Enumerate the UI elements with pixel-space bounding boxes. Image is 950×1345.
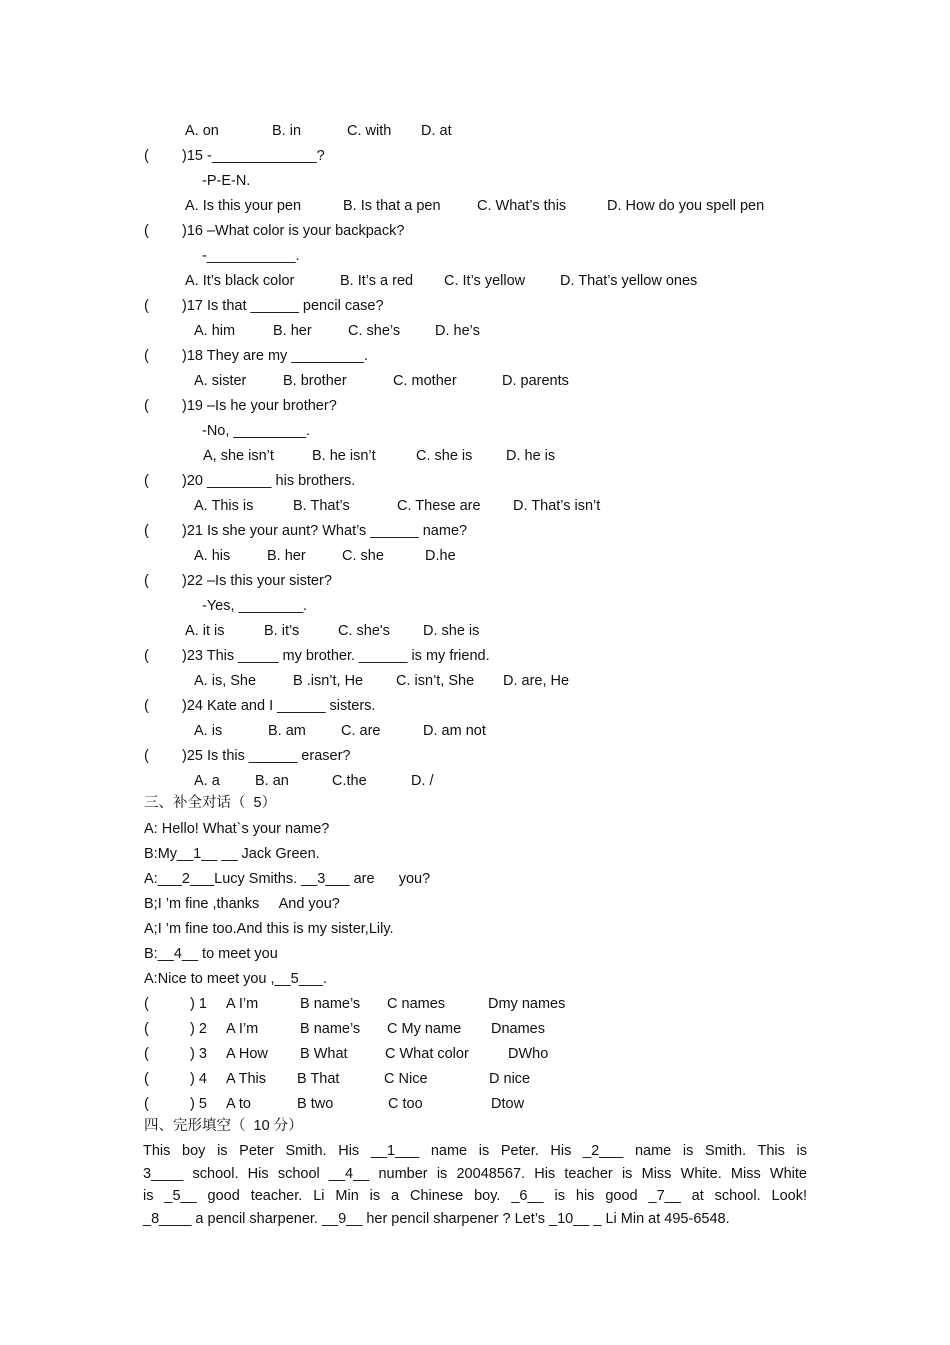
choice-option: B name’s [300,1021,361,1037]
choice-option: A I’m [226,1021,259,1037]
option-q24-a: A. is [194,723,223,739]
answer-paren-open: ( [144,523,149,539]
question-23: )23 This _____ my brother. ______ is my friend. [182,648,490,664]
choice-option: B name’s [300,996,361,1012]
answer-paren-open: ( [144,348,149,364]
answer-paren-open: ( [144,996,149,1012]
answer-paren-open: ( [144,698,149,714]
option-q25-c: C.the [332,773,367,789]
dialog-line: A: Hello! What`s your name? [144,821,330,837]
option-q21-c: C. she [342,548,384,564]
answer-paren-open: ( [144,573,149,589]
question-22: )22 –Is this your sister? [182,573,332,589]
option-q23-b: B .isn’t, He [293,673,364,689]
option-q17-d: D. he’s [435,323,480,339]
option-q20-b: B. That’s [293,498,350,514]
choice-option: Dnames [491,1021,545,1037]
option-q16-a: A. It’s black color [185,273,295,289]
option-q24-b: B. am [268,723,306,739]
option-q23-c: C. isn’t, She [396,673,475,689]
option-q17-b: B. her [273,323,312,339]
choice-number: ) 2 [190,1021,207,1037]
option-q23-a: A. is, She [194,673,257,689]
option-q22-d: D. she is [423,623,480,639]
choice-number: ) 4 [190,1071,207,1087]
option-q25-a: A. a [194,773,220,789]
choice-number: ) 3 [190,1046,207,1062]
option-q21-b: B. her [267,548,306,564]
choice-option: DWho [508,1046,549,1062]
choice-number: ) 5 [190,1096,207,1112]
option-q22-c: C. she's [338,623,390,639]
cloze-line: _8____ a pencil sharpener. __9__ her pencil sharpener ? Let’s _10__ _ Li Min at 495-6548. [143,1210,730,1227]
option-q19-b: B. he isn’t [312,448,376,464]
choice-option: A How [226,1046,268,1062]
choice-option: A This [226,1071,267,1087]
answer-paren-open: ( [144,1046,149,1062]
choice-option: B What [300,1046,348,1062]
option-q17-c: C. she’s [348,323,401,339]
option-q24-c: C. are [341,723,381,739]
answer-paren-open: ( [144,648,149,664]
option-q22-b: B. it’s [264,623,300,639]
choice-option: C My name [387,1021,462,1037]
question-15-reply: -P-E-N. [202,173,251,189]
option-q18-d: D. parents [502,373,569,389]
answer-paren-open: ( [144,1071,149,1087]
option-q16-d: D. That’s yellow ones [560,273,698,289]
option-q21-a: A. his [194,548,231,564]
choice-option: A I’m [226,996,259,1012]
option-q21-d: D.he [425,548,456,564]
option-q14-c: C. with [347,123,392,139]
answer-paren-open: ( [144,1021,149,1037]
option-q14-b: B. in [272,123,302,139]
question-16: )16 –What color is your backpack? [182,223,405,239]
option-q15-a: A. Is this your pen [185,198,302,214]
option-q15-c: C. What’s this [477,198,567,214]
option-q16-c: C. It’s yellow [444,273,526,289]
choice-option: C Nice [384,1071,428,1087]
choice-option: Dmy names [488,996,566,1012]
choice-option: C names [387,996,446,1012]
dialog-line: A:___2___Lucy Smiths. __3___ are you? [144,871,431,887]
option-q16-b: B. It’s a red [340,273,414,289]
question-24: )24 Kate and I ______ sisters. [182,698,376,714]
question-19: )19 –Is he your brother? [182,398,337,414]
option-q19-a: A, she isn’t [203,448,274,464]
question-20: )20 ________ his brothers. [182,473,356,489]
question-18: )18 They are my _________. [182,348,368,364]
option-q17-a: A. him [194,323,236,339]
dialog-line: A:Nice to meet you ,__5___. [144,971,327,987]
choice-number: ) 1 [190,996,207,1012]
answer-paren-open: ( [144,148,149,164]
cloze-line: This boy is Peter Smith. His __1___ name is Peter. His _2___ name is Smith. This is [143,1143,807,1159]
cloze-line: is _5__ good teacher. Li Min is a Chinese boy. _6__ is his good _7__ at school. Look! [143,1188,807,1204]
cloze-passage [143,1140,807,1230]
dialog-line: A;I ’m fine too.And this is my sister,Lily. [144,921,394,937]
option-q18-a: A. sister [194,373,247,389]
choice-option: A to [226,1096,251,1112]
option-q20-c: C. These are [397,498,481,514]
answer-paren-open: ( [144,748,149,764]
section-4-heading: 四、完形填空（ 10 分） [144,1118,303,1134]
answer-paren-open: ( [144,398,149,414]
option-q18-b: B. brother [283,373,347,389]
question-25: )25 Is this ______ eraser? [182,748,351,764]
option-q25-d: D. / [411,773,434,789]
section-3-heading: 三、补全对话（ 5） [144,795,277,811]
answer-paren-open: ( [144,473,149,489]
option-q15-b: B. Is that a pen [343,198,441,214]
question-16-reply: -___________. [202,248,300,264]
choice-option: Dtow [491,1096,525,1112]
cloze-line: 3____ school. His school __4__ number is 20048567. His teacher is Miss White. Miss White [143,1165,807,1182]
answer-paren-open: ( [144,223,149,239]
option-q23-d: D. are, He [503,673,570,689]
dialog-line: B:__4__ to meet you [144,946,278,962]
question-17: )17 Is that ______ pencil case? [182,298,384,314]
question-21: )21 Is she your aunt? What’s ______ name? [182,523,468,539]
option-q24-d: D. am not [423,723,486,739]
dialog-line: B;I ’m fine ,thanks And you? [144,896,340,912]
option-q14-a: A. on [185,123,219,139]
option-q25-b: B. an [255,773,289,789]
option-q19-c: C. she is [416,448,473,464]
choice-option: B That [297,1071,340,1087]
question-19-reply: -No, _________. [202,423,311,439]
option-q14-d: D. at [421,123,452,139]
option-q20-d: D. That’s isn’t [513,498,601,514]
question-22-reply: -Yes, ________. [202,598,308,614]
choice-option: D nice [489,1071,531,1087]
option-q18-c: C. mother [393,373,457,389]
answer-paren-open: ( [144,298,149,314]
choice-option: C too [388,1096,423,1112]
option-q19-d: D. he is [506,448,556,464]
choice-option: B two [297,1096,334,1112]
question-15: )15 -_____________? [182,148,325,164]
option-q15-d: D. How do you spell pen [607,198,765,214]
dialog-line: B:My__1__ __ Jack Green. [144,846,320,862]
choice-option: C What color [385,1046,469,1062]
option-q22-a: A. it is [185,623,225,639]
option-q20-a: A. This is [194,498,254,514]
answer-paren-open: ( [144,1096,149,1112]
